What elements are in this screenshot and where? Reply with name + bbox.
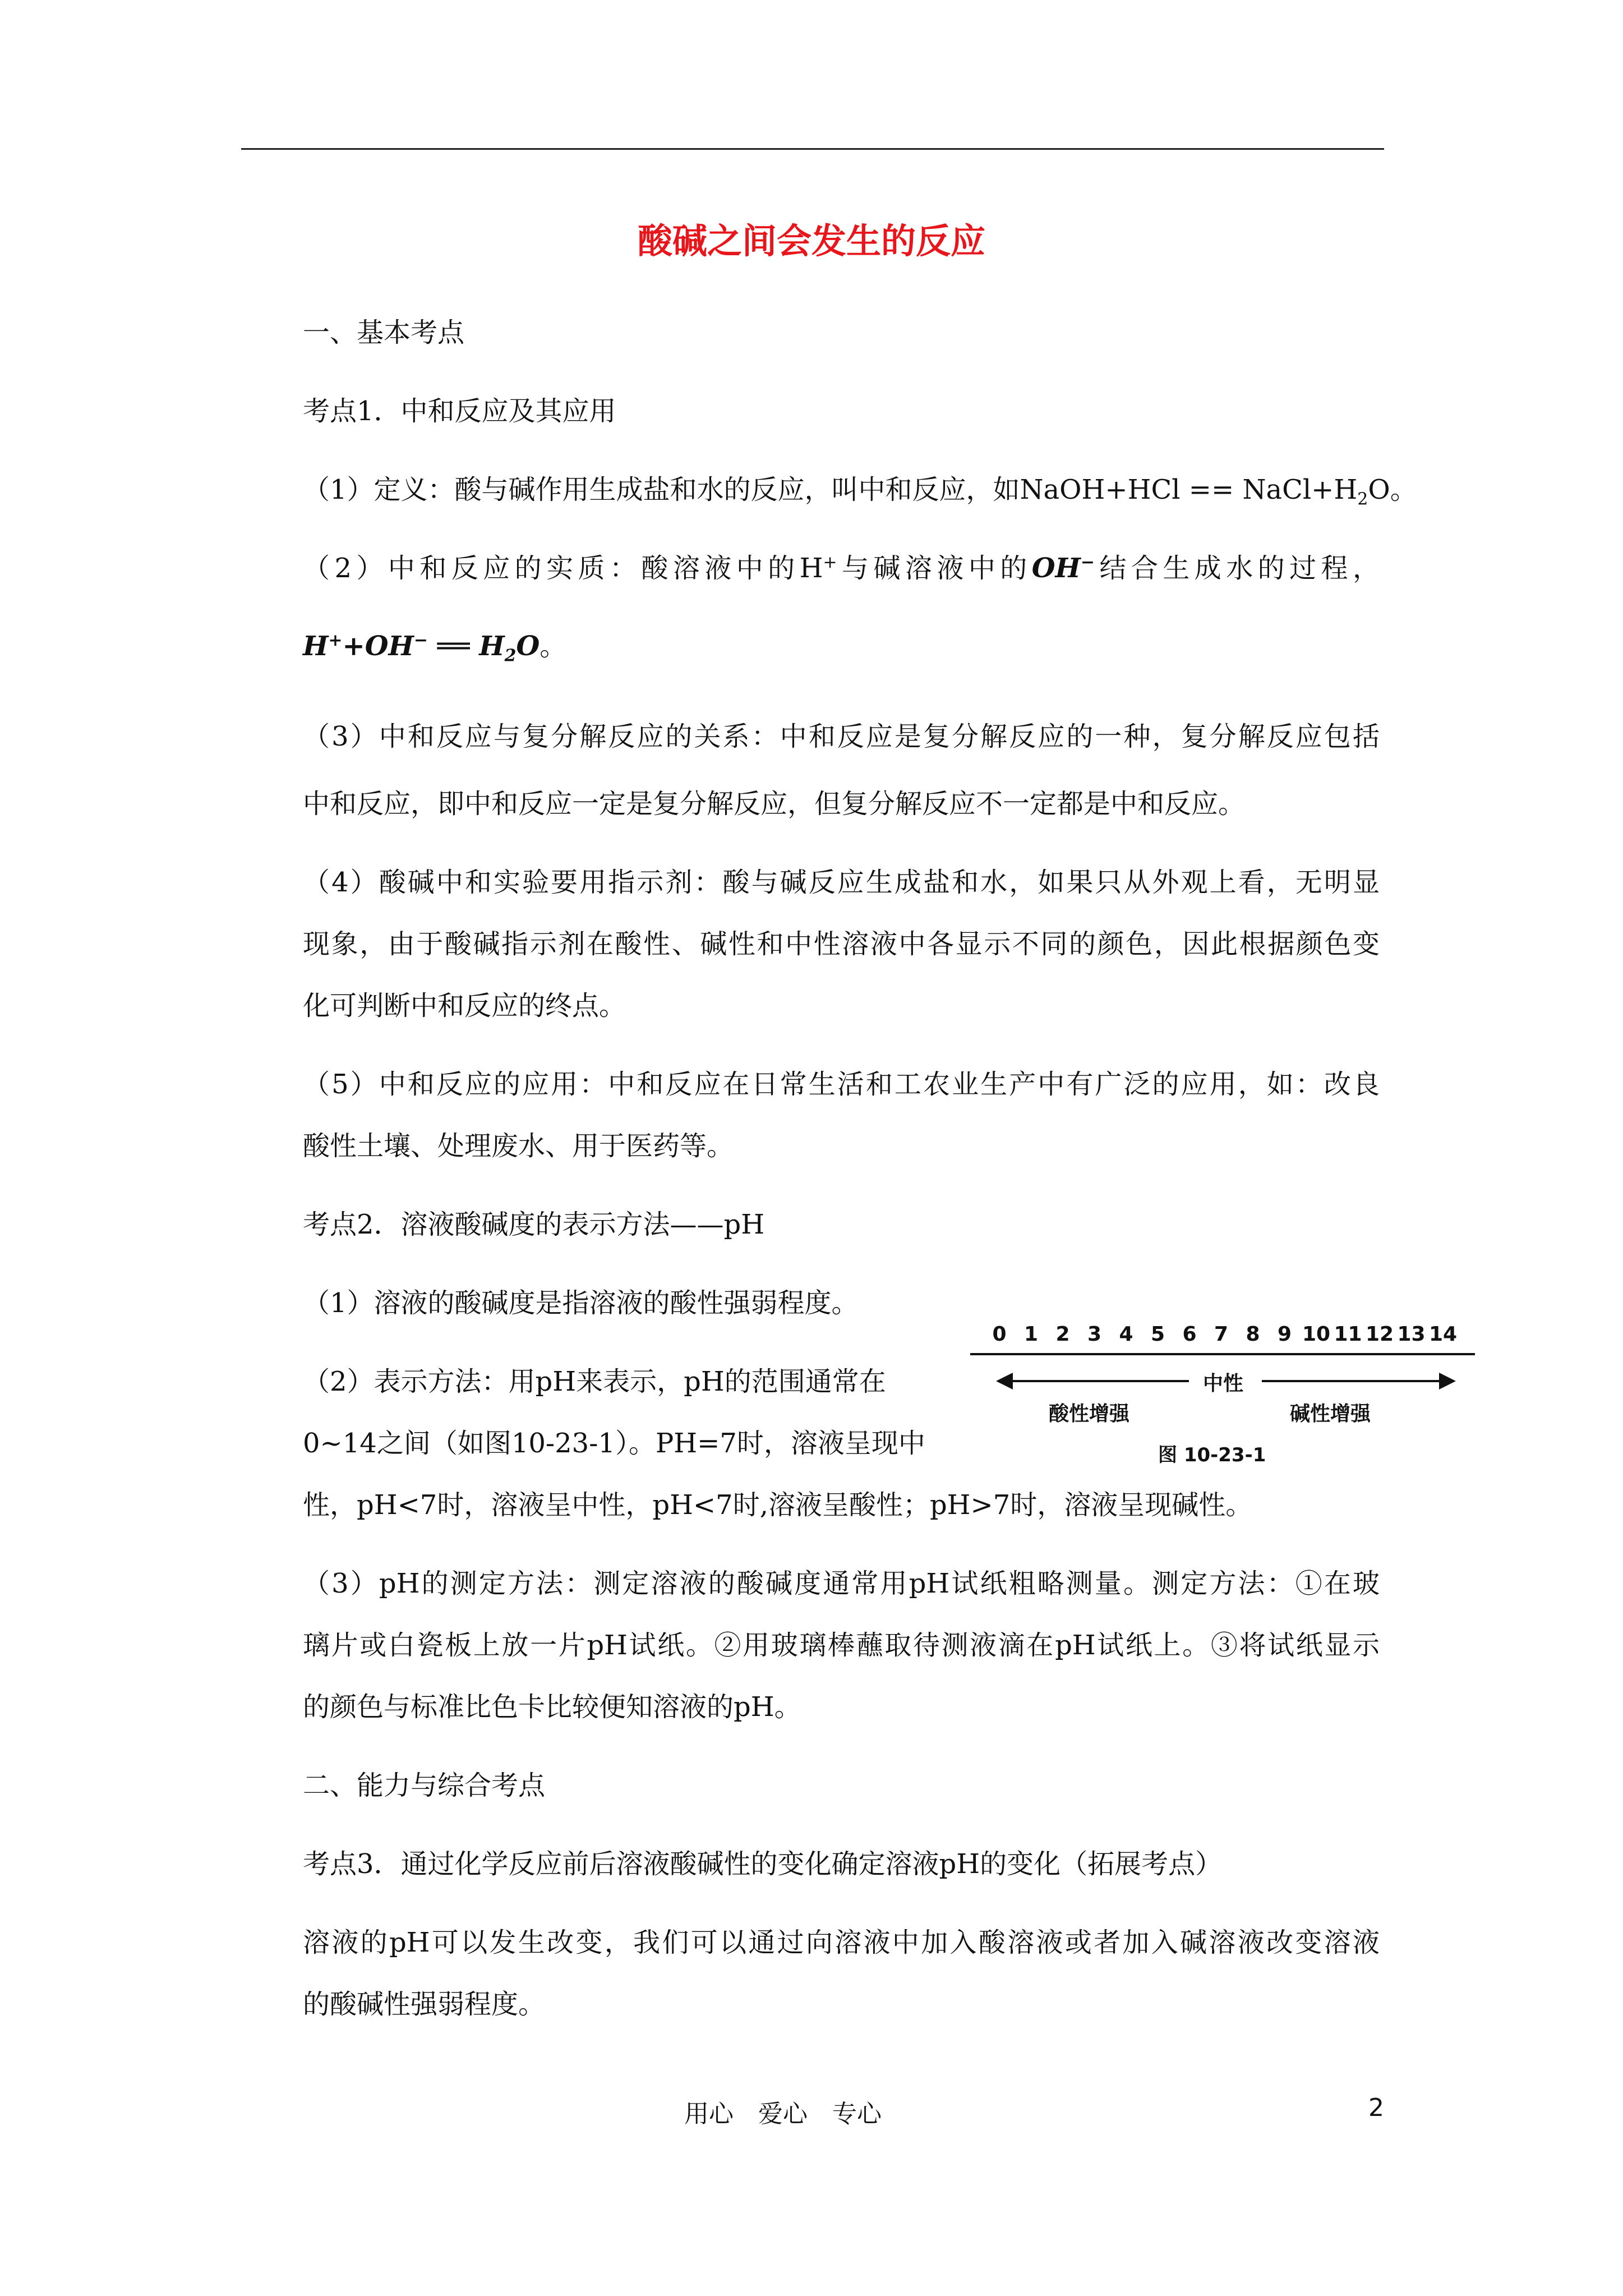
ph-tick-12: 12 [1365,1323,1394,1346]
base-arrowhead [1439,1373,1456,1389]
paragraph-measurement-line2: 璃片或白瓷板上放一片pH试纸。②用玻璃棒蘸取待测液滴在pH试纸上。③将试纸显示 [303,1630,1380,1661]
ph-tick-11: 11 [1334,1323,1362,1346]
page-title: 酸碱之间会发生的反应 [637,220,985,261]
paragraph-application-line1: （5）中和反应的应用：中和反应在日常生活和工农业生产中有广泛的应用，如：改良 [303,1069,1380,1100]
ph-tick-8: 8 [1246,1323,1260,1346]
figure-caption: 图 10-23-1 [1158,1444,1266,1466]
ph-tick-3: 3 [1087,1323,1102,1346]
paragraph-ph-change-line1: 溶液的pH可以发生改变，我们可以通过向溶液中加入酸溶液或者加入碱溶液改变溶液 [303,1927,1380,1958]
paragraph-ph-change-line2: 的酸碱性强弱程度。 [303,1989,546,2020]
header-rule [241,148,1384,150]
ph-tick-14: 14 [1428,1323,1458,1346]
paragraph-indicator-line2: 现象，由于酸碱指示剂在酸性、碱性和中性溶液中各显示不同的颜色，因此根据颜色变 [303,928,1380,960]
ph-axis-line [970,1353,1475,1355]
ph-tick-10: 10 [1302,1323,1331,1346]
paragraph-method-line1: （2）表示方法：用pH来表示，pH的范围通常在 [303,1366,886,1397]
acid-arrow-line [1009,1380,1189,1382]
paragraph-indicator-line1: （4）酸碱中和实验要用指示剂：酸与碱反应生成盐和水，如果只从外观上看，无明显 [303,867,1380,898]
paragraph-application-line2: 酸性土壤、处理废水、用于医药等。 [303,1130,734,1162]
neutral-label: 中性 [1203,1372,1244,1395]
paragraph-indicator-line3: 化可判断中和反应的终点。 [303,990,626,1022]
ph-tick-1: 1 [1023,1323,1039,1346]
footer-motto: 用心 爱心 专心 [684,2100,882,2128]
paragraph-essence: （2）中和反应的实质：酸溶液中的H+与碱溶液中的OH−结合生成水的过程， [303,553,1380,584]
section-heading-ability: 二、能力与综合考点 [303,1770,546,1801]
page-number: 2 [1368,2093,1384,2122]
ph-tick-0: 0 [992,1323,1007,1346]
paragraph-definition: （1）定义：酸与碱作用生成盐和水的反应，叫中和反应，如NaOH+HCl == $NaCl+H_2O$。 [303,474,1417,509]
ph-tick-5: 5 [1150,1323,1165,1346]
ph-tick-4: 4 [1119,1323,1133,1346]
paragraph-measurement-line1: （3）pH的测定方法：测定溶液的酸碱度通常用pH试纸粗略测量。测定方法：①在玻 [303,1568,1380,1599]
base-label: 碱性增强 [1290,1402,1371,1425]
ph-tick-7: 7 [1214,1323,1229,1346]
equation-neutralization: H++OH− ══ $H_2O$。 [303,631,567,666]
ph-tick-13: 13 [1397,1323,1426,1346]
paragraph-relation-line2: 中和反应，即中和反应一定是复分解反应，但复分解反应不一定都是中和反应。 [303,788,1246,820]
paragraph-method-line2: 0~14之间（如图10-23-1）。PH=7时，溶液呈现中 [303,1428,925,1459]
ph-tick-6: 6 [1182,1323,1197,1346]
ph-scale-figure [965,1307,1481,1475]
base-arrow-line [1262,1380,1441,1382]
paragraph-method-line3: 性，pH<7时，溶液呈中性，pH<7时,溶液呈酸性；pH>7时，溶液呈现碱性。 [303,1489,1253,1521]
section-heading-basic: 一、基本考点 [303,317,465,348]
topic-3-heading: 考点3．通过化学反应前后溶液酸碱性的变化确定溶液pH的变化（拓展考点） [303,1848,1223,1880]
paragraph-acidity-definition: （1）溶液的酸碱度是指溶液的酸性强弱程度。 [303,1287,859,1319]
topic-1-heading: 考点1．中和反应及其应用 [303,395,616,427]
ph-tick-2: 2 [1055,1323,1070,1346]
ph-tick-9: 9 [1277,1323,1292,1346]
paragraph-measurement-line3: 的颜色与标准比色卡比较便知溶液的pH。 [303,1691,801,1723]
acid-label: 酸性增强 [1049,1402,1130,1425]
topic-2-heading: 考点2．溶液酸碱度的表示方法——pH [303,1209,765,1240]
paragraph-relation-line1: （3）中和反应与复分解反应的关系：中和反应是复分解反应的一种，复分解反应包括 [303,721,1380,752]
